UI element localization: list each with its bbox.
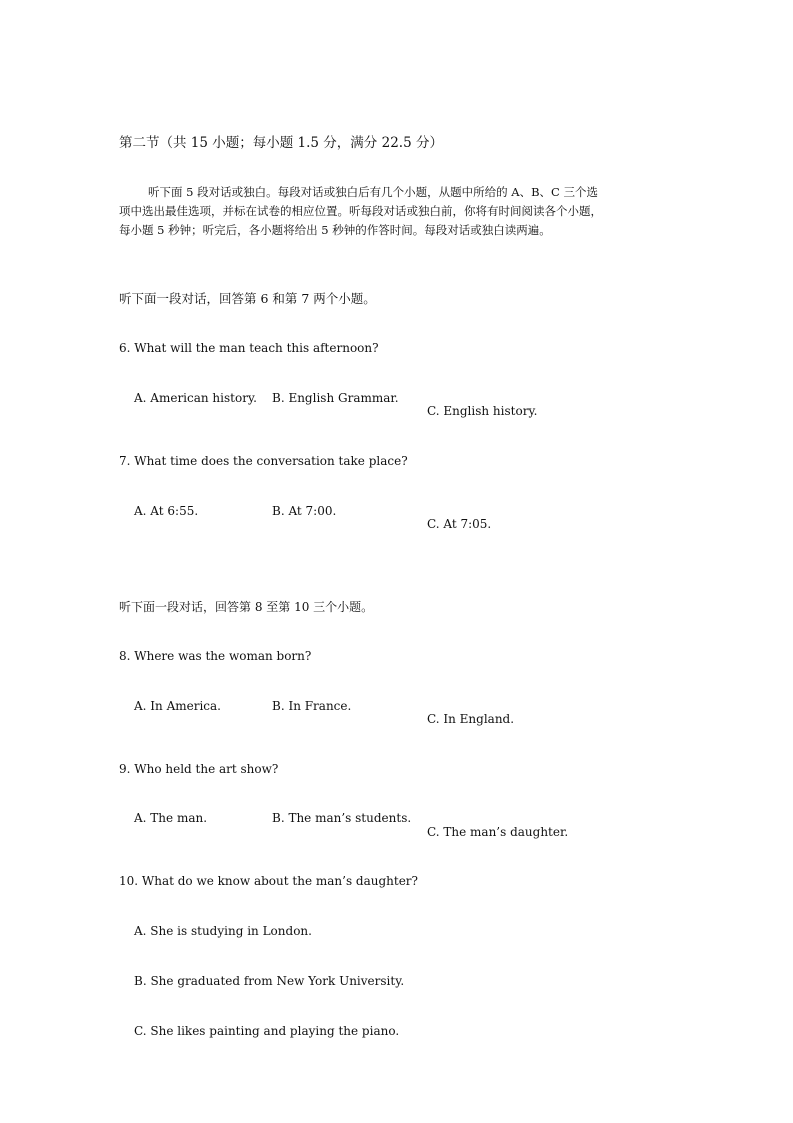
- question-6: 6. What will the man teach this afternoon?: [119, 341, 379, 355]
- instructions-line-3: 每小题 5 秒钟；听完后，各小题将给出 5 秒钟的作答时间。每段对话或独白读两遍。: [119, 223, 551, 237]
- question-7-option-b: B. At 7:00.: [272, 504, 337, 518]
- question-8-option-a: A. In America.: [134, 699, 221, 713]
- question-7-option-c: C. At 7:05.: [427, 517, 492, 531]
- question-7: 7. What time does the conversation take place?: [119, 454, 408, 468]
- question-9-option-c: C. The man’s daughter.: [427, 825, 569, 839]
- question-9-option-b: B. The man’s students.: [272, 811, 412, 825]
- question-6-option-c: C. English history.: [427, 404, 538, 418]
- question-8-option-b: B. In France.: [272, 699, 352, 713]
- question-10-option-a: A. She is studying in London.: [134, 924, 312, 938]
- question-9: 9. Who held the art show?: [119, 762, 279, 776]
- group-intro: 听下面一段对话，回答第 6 和第 7 两个小题。: [119, 291, 376, 306]
- question-10-option-c: C. She likes painting and playing the piano.: [134, 1024, 400, 1038]
- question-7-option-a: A. At 6:55.: [134, 504, 199, 518]
- question-9-option-a: A. The man.: [134, 811, 208, 825]
- group-intro: 听下面一段对话，回答第 8 至第 10 三个小题。: [119, 600, 374, 614]
- question-8-option-c: C. In England.: [427, 712, 515, 726]
- question-6-option-a: A. American history.: [134, 391, 257, 405]
- question-10-option-b: B. She graduated from New York University.: [134, 974, 405, 988]
- section-title: 第二节（共 15 小题；每小题 1.5 分，满分 22.5 分）: [119, 135, 443, 151]
- instructions-line-2: 项中选出最佳选项，并标在试卷的相应位置。听每段对话或独白前，你将有时间阅读各个小题，: [119, 204, 602, 218]
- instructions-line-1: 听下面 5 段对话或独白。每段对话或独白后有几个小题，从题中所给的 A、B、C 三个选: [148, 185, 598, 199]
- question-6-option-b: B. English Grammar.: [272, 391, 399, 405]
- question-10: 10. What do we know about the man’s daughter?: [119, 874, 418, 888]
- question-8: 8. Where was the woman born?: [119, 649, 312, 663]
